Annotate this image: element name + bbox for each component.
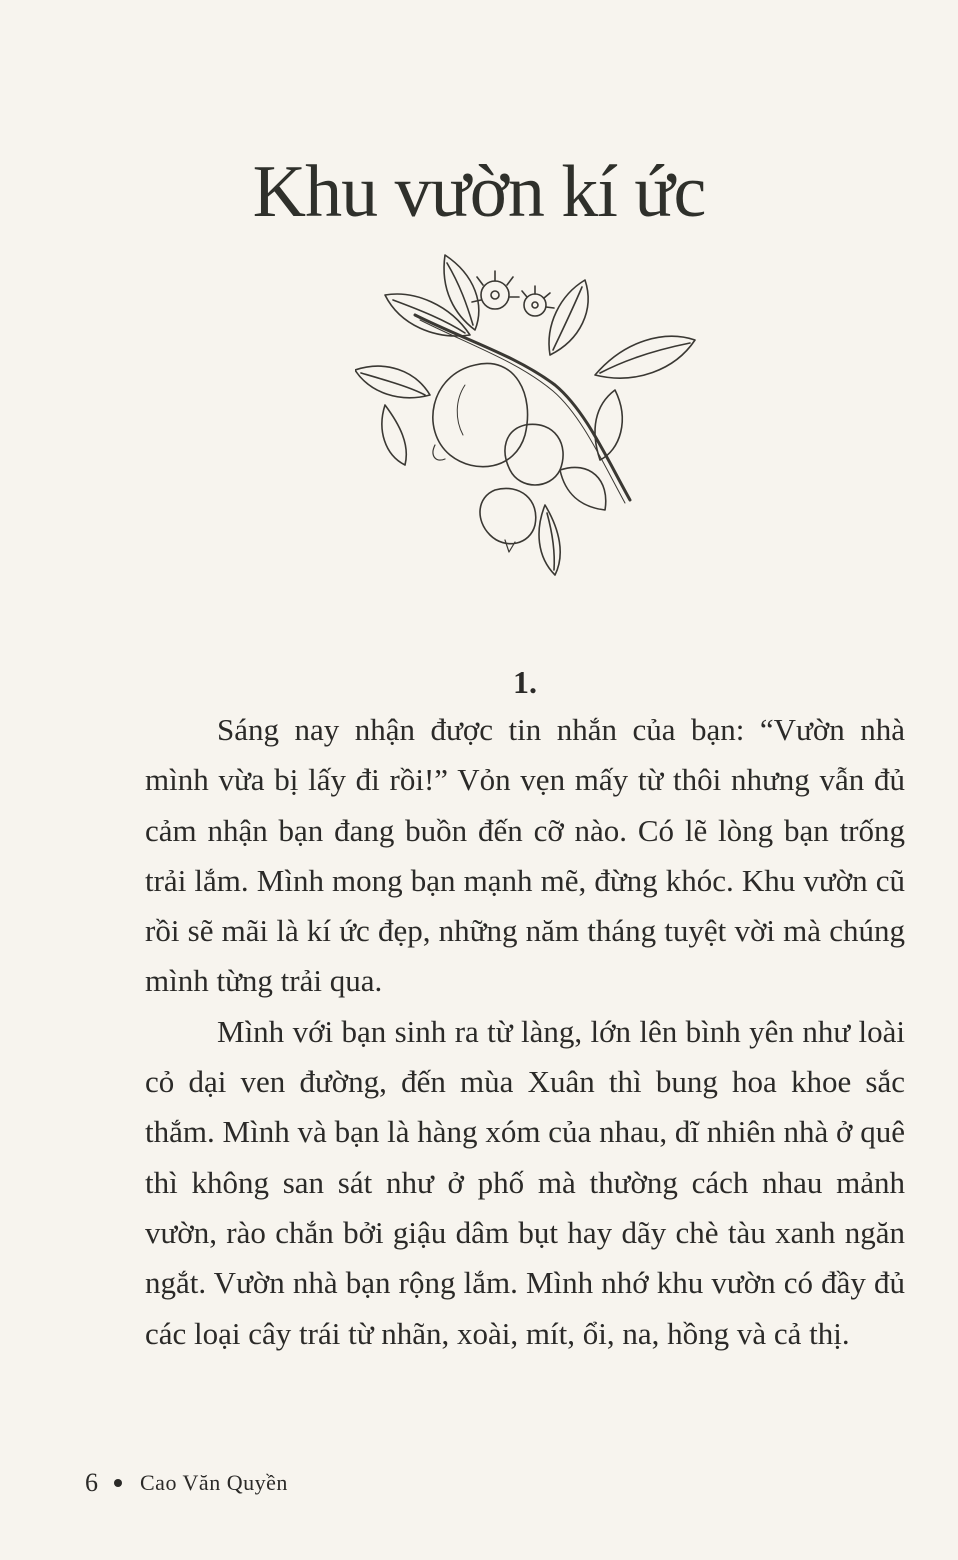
- section-number: 1.: [513, 664, 537, 700]
- author-name: Cao Văn Quyền: [140, 1470, 288, 1495]
- page-footer: [85, 1468, 288, 1498]
- paragraph: Sáng nay nhận được tin nhắn của bạn: “Vườn nhà mình vừa bị lấy đi rồi!” Vỏn vẹn mấy từ thôi nhưng vẫn đủ cảm nhận bạn đang buồn đến cỡ nào. Có lẽ lòng bạn trống trải lắm. Mình mong bạn mạnh mẽ, đừng khóc. Khu vườn cũ rồi sẽ mãi là kí ức đẹp, những năm tháng tuyệt vời mà chúng mình từng trải qua.: [145, 712, 905, 999]
- body-text: [145, 705, 905, 1359]
- bullet-icon: [114, 1479, 122, 1487]
- paragraph: Mình với bạn sinh ra từ làng, lớn lên bình yên như loài cỏ dại ven đường, đến mùa Xuân thì bung hoa khoe sắc thắm. Mình và bạn là hàng xóm của nhau, dĩ nhiên nhà ở quê thì không san sát như ở phố mà thường cách nhau mảnh vườn, rào chắn bởi giậu dâm bụt hay dãy chè tàu xanh ngăn ngắt. Vườn nhà bạn rộng lắm. Mình nhớ khu vườn có đầy đủ các loại cây trái từ nhãn, xoài, mít, ổi, na, hồng và cả thị.: [145, 1013, 905, 1351]
- chapter-title: Khu vườn kí ức: [252, 150, 706, 233]
- page-number: 6: [85, 1468, 98, 1497]
